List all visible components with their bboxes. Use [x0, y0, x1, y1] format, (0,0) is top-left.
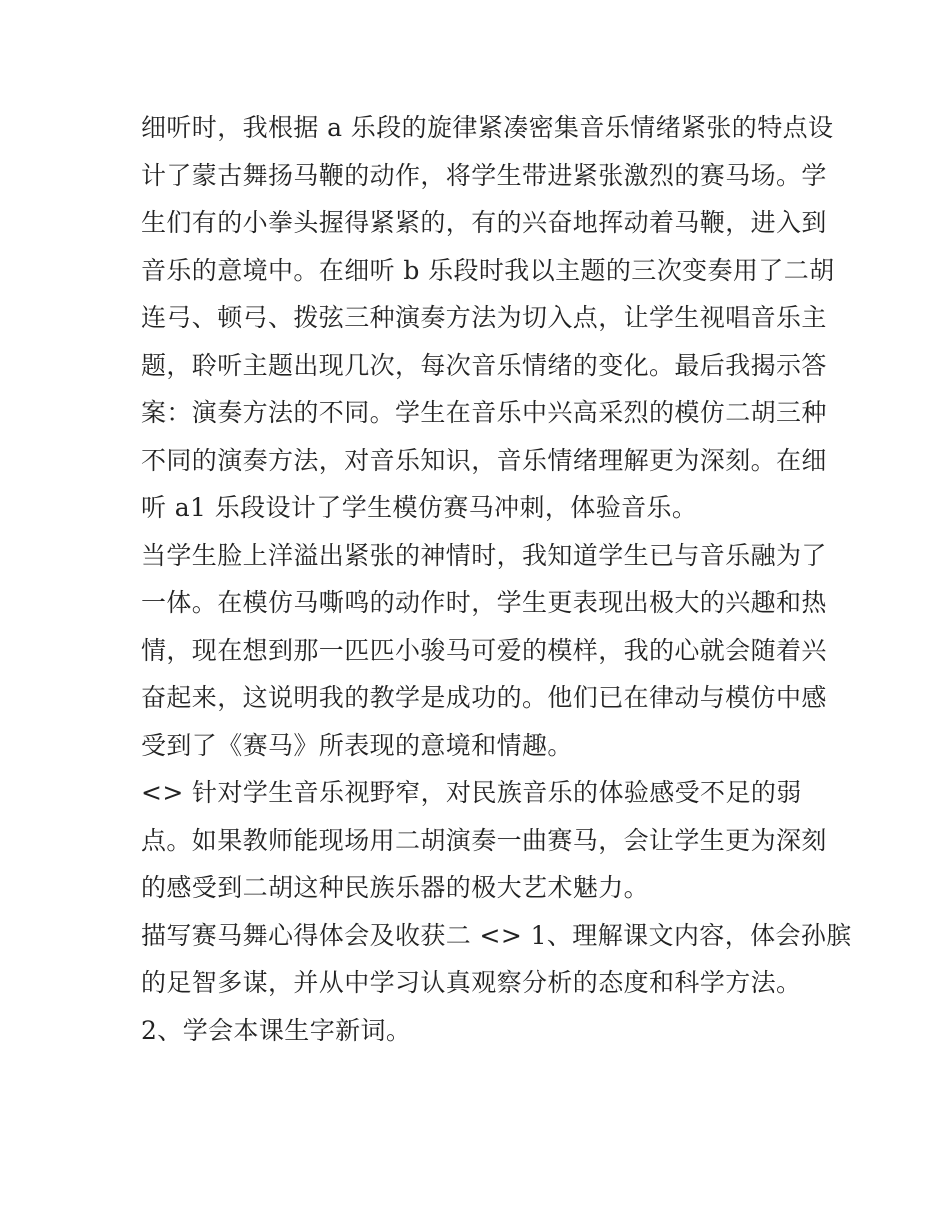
text-line: 2、学会本课生字新词。: [141, 1015, 412, 1045]
text-line: 生们有的小拳头握得紧紧的，有的兴奋地挥动着马鞭，进入到: [141, 208, 827, 237]
text-line: 连弓、顿弓、拨弦三种演奏方法为切入点，让学生视唱音乐主: [141, 303, 827, 332]
text-line: 奋起来，这说明我的教学是成功的。他们已在律动与模仿中感: [141, 683, 827, 712]
text-line: 的足智多谋，并从中学习认真观察分析的态度和科学方法。: [141, 968, 802, 997]
text-line: 题，聆听主题出现几次，每次音乐情绪的变化。最后我揭示答: [141, 350, 827, 380]
text-line: 细听时，我根据 a 乐段的旋律紧凑密集音乐情绪紧张的特点设: [141, 113, 834, 142]
text-line: 不同的演奏方法，对音乐知识，音乐情绪理解更为深刻。在细: [141, 445, 827, 475]
text-line: 描写赛马舞心得体会及收获二 <> 1、理解课文内容，体会孙膑: [141, 920, 852, 950]
text-line: 一体。在模仿马嘶鸣的动作时，学生更表现出极大的兴趣和热: [141, 588, 827, 617]
text-line: 的感受到二胡这种民族乐器的极大艺术魅力。: [141, 873, 650, 902]
document-body: [141, 104, 852, 1054]
text-line: 当学生脸上洋溢出紧张的神情时，我知道学生已与音乐融为了: [141, 540, 827, 570]
text-line: 受到了《赛马》所表现的意境和情趣。: [141, 730, 573, 760]
text-line: 听 a1 乐段设计了学生模仿赛马冲刺，体验音乐。: [141, 493, 698, 522]
text-line: 点。如果教师能现场用二胡演奏一曲赛马，会让学生更为深刻: [141, 825, 827, 855]
text-line: 情，现在想到那一匹匹小骏马可爱的模样，我的心就会随着兴: [141, 635, 827, 665]
text-line: 音乐的意境中。在细听 b 乐段时我以主题的三次变奏用了二胡: [141, 255, 835, 285]
text-line: <> 针对学生音乐视野窄，对民族音乐的体验感受不足的弱: [141, 778, 802, 807]
text-line: 计了蒙古舞扬马鞭的动作，将学生带进紧张激烈的赛马场。学: [141, 160, 827, 190]
text-line: 案：演奏方法的不同。学生在音乐中兴高采烈的模仿二胡三种: [141, 398, 827, 427]
